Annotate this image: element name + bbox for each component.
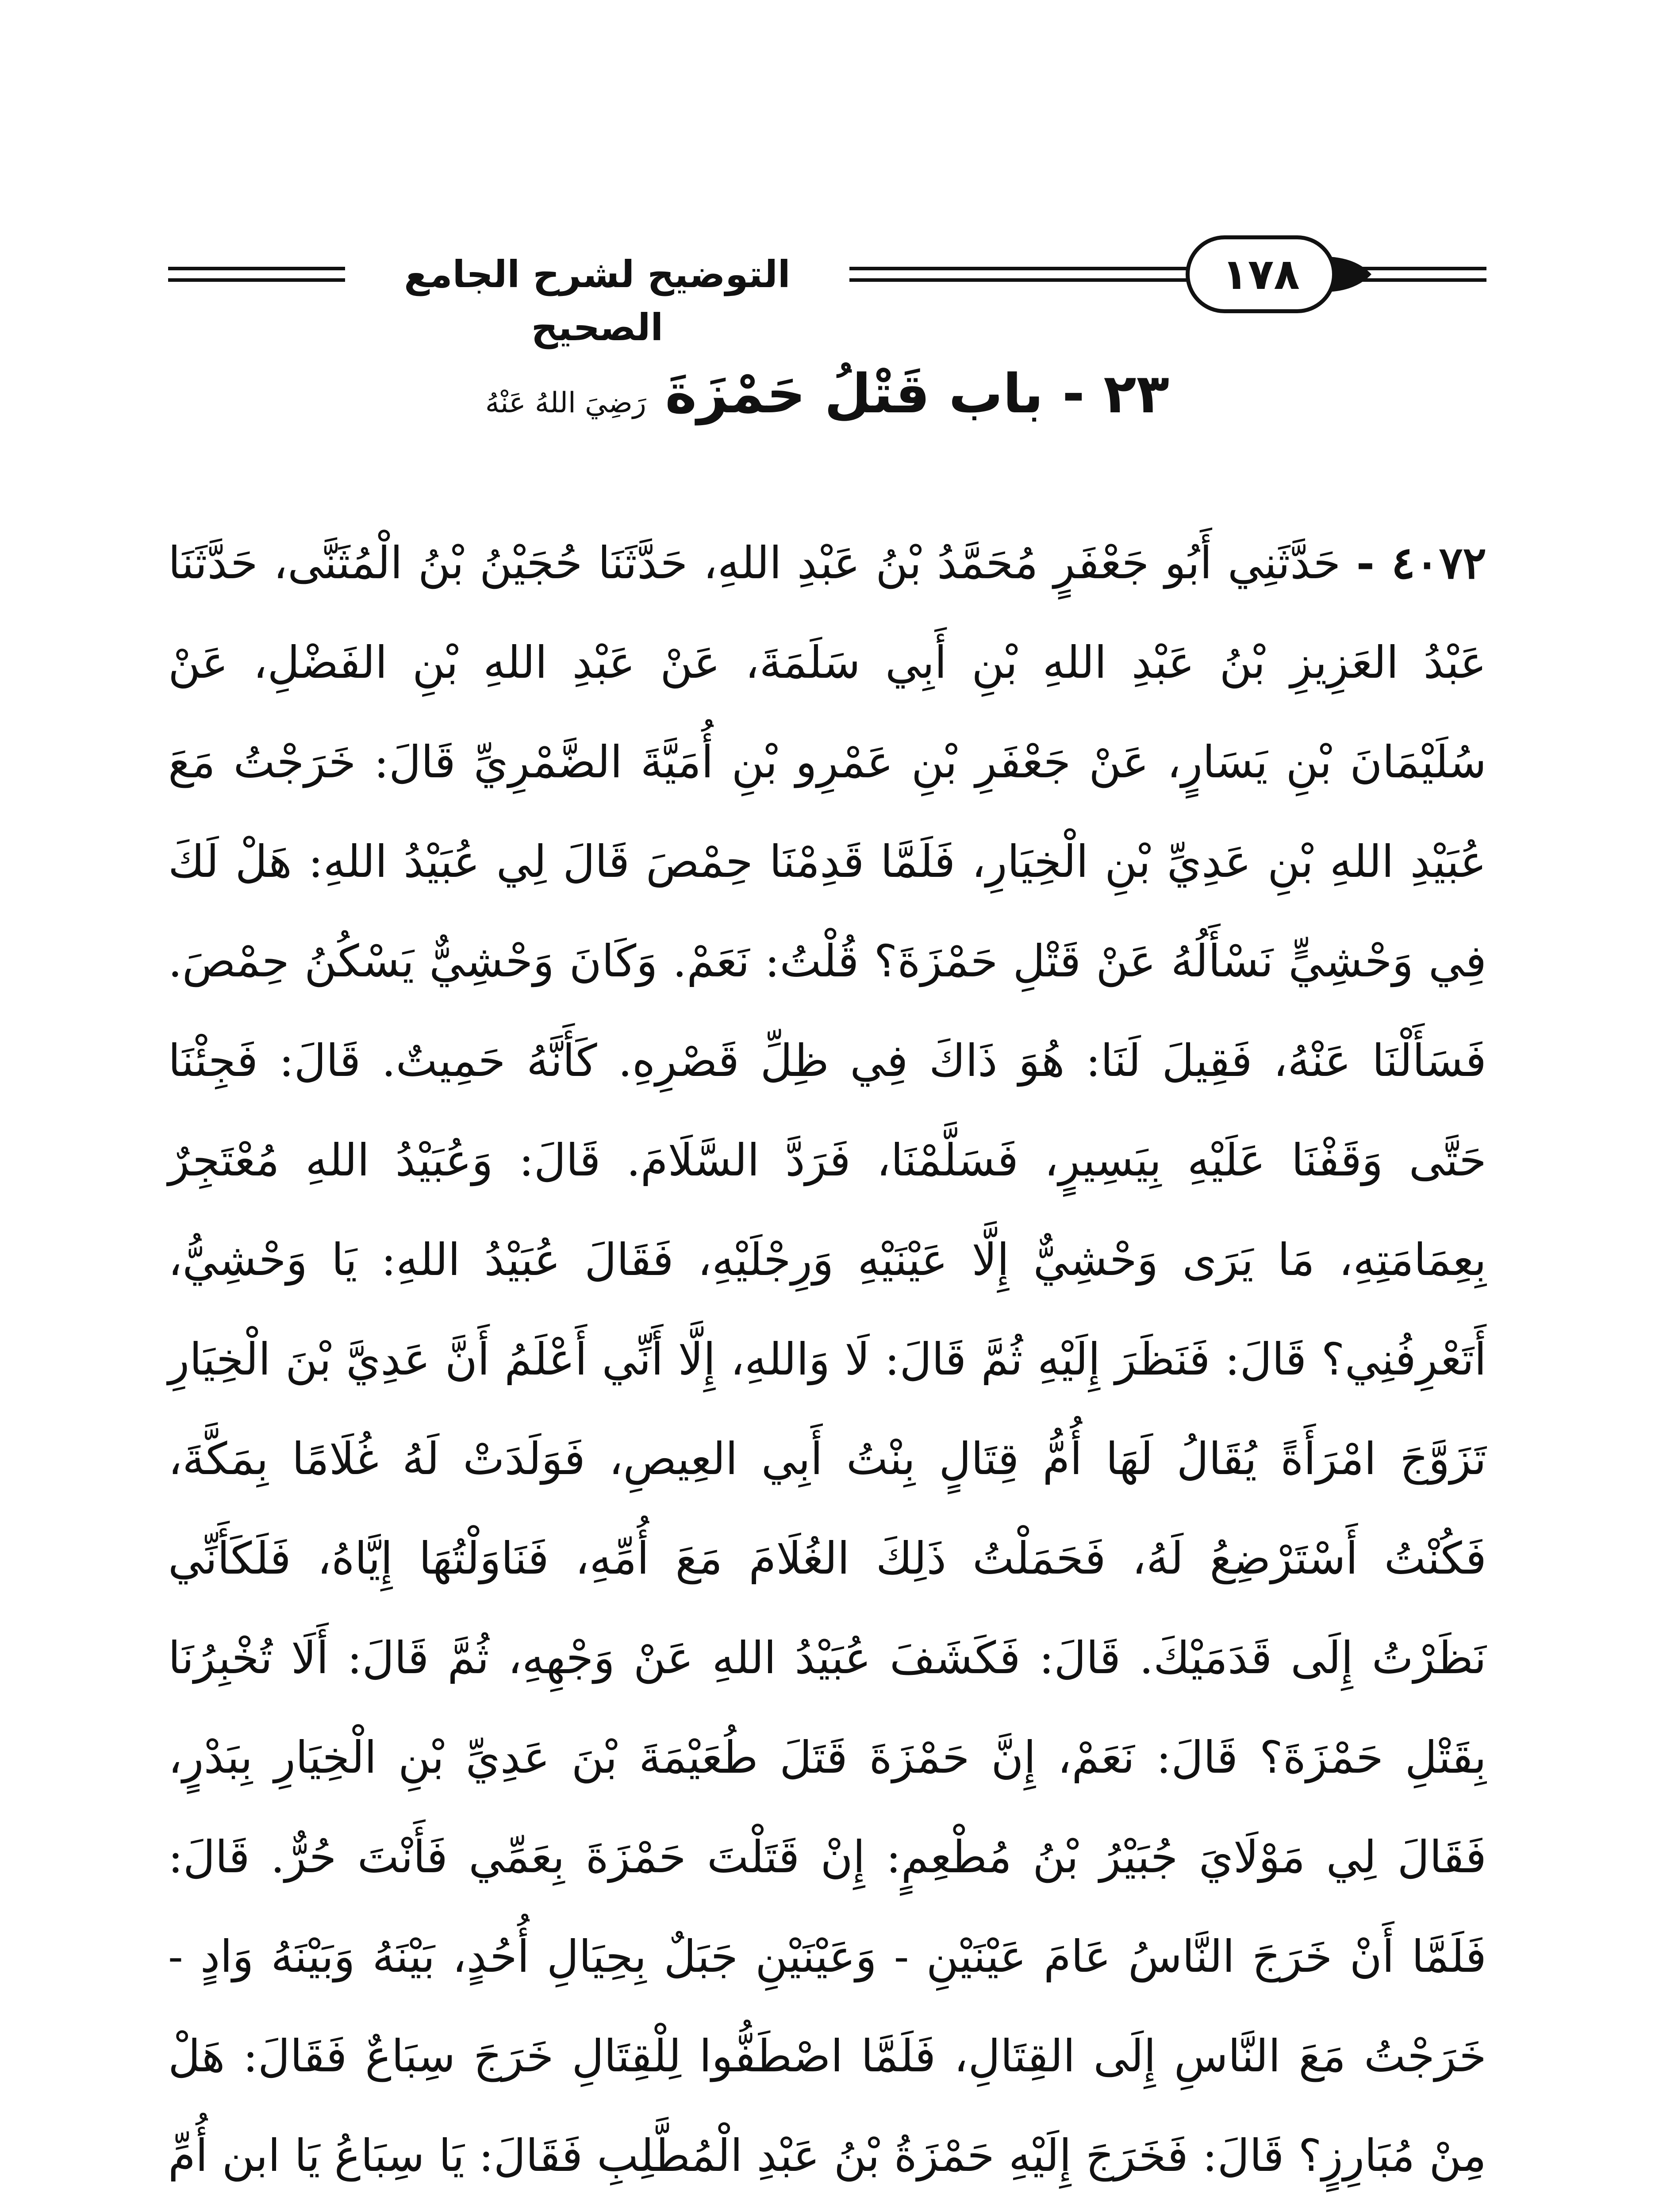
- book-title: التوضيح لشرح الجامع الصحيح: [404, 253, 791, 349]
- page-number-badge: [1186, 235, 1336, 313]
- chapter-heading: [168, 354, 1486, 434]
- honorific-glyph: رَضِيَ اللهُ عَنْهُ: [485, 387, 646, 419]
- page-number: ١٧٨: [1222, 250, 1300, 299]
- hadith-text: حَدَّثَنِي أَبُو جَعْفَرٍ مُحَمَّدُ بْنُ عَبْدِ اللهِ، حَدَّثَنَا حُجَيْنُ بْنُ الْمُثَنَّى، حَدَّثَنَا عَبْدُ العَزِيزِ بْنُ عَبْدِ اللهِ بْنِ أَبِي سَلَمَةَ، عَنْ عَبْدِ اللهِ بْنِ الفَضْلِ، عَنْ سُلَيْمَانَ بْنِ يَسَارٍ، عَنْ جَعْفَرِ بْنِ عَمْرِو بْنِ أُمَيَّةَ الضَّمْرِيِّ قَالَ: خَرَجْتُ مَعَ عُبَيْدِ اللهِ بْنِ عَدِيِّ بْنِ الْخِيَارِ، فَلَمَّا قَدِمْنَا حِمْصَ قَالَ لِي عُبَيْدُ اللهِ: هَلْ لَكَ فِي وَحْشِيٍّ نَسْأَلُهُ عَنْ قَتْلِ حَمْزَةَ؟ قُلْتُ: نَعَمْ. وَكَانَ وَحْشِيٌّ يَسْكُنُ حِمْصَ. فَسَأَلْنَا عَنْهُ، فَقِيلَ لَنَا: هُوَ ذَاكَ فِي ظِلِّ قَصْرِهِ. كَأَنَّهُ حَمِيتٌ. قَالَ: فَجِئْنَا حَتَّى وَقَفْنَا عَلَيْهِ بِيَسِيرٍ، فَسَلَّمْنَا، فَرَدَّ السَّلَامَ. قَالَ: وَعُبَيْدُ اللهِ مُعْتَجِرٌ بِعِمَامَتِهِ، مَا يَرَى وَحْشِيٌّ إِلَّا عَيْنَيْهِ وَرِجْلَيْهِ، فَقَالَ عُبَيْدُ اللهِ: يَا وَحْشِيُّ، أَتَعْرِفُنِي؟ قَالَ: فَنَظَرَ إِلَيْهِ ثُمَّ قَالَ: لَا وَاللهِ، إِلَّا أَنِّي أَعْلَمُ أَنَّ عَدِيَّ بْنَ الْخِيَارِ تَزَوَّجَ امْرَأَةً يُقَالُ لَهَا أُمُّ قِتَالٍ بِنْتُ أَبِي العِيصِ، فَوَلَدَتْ لَهُ غُلَامًا بِمَكَّةَ، فَكُنْتُ أَسْتَرْضِعُ لَهُ، فَحَمَلْتُ ذَلِكَ الغُلَامَ مَعَ أُمِّهِ، فَنَاوَلْتُهَا إِيَّاهُ، فَلَكَأَنِّي نَظَرْتُ إِلَى قَدَمَيْكَ. قَالَ: فَكَشَفَ عُبَيْدُ اللهِ عَنْ وَجْهِهِ، ثُمَّ قَالَ: أَلَا تُخْبِرُنَا بِقَتْلِ حَمْزَةَ؟ قَالَ: نَعَمْ، إِنَّ حَمْزَةَ قَتَلَ طُعَيْمَةَ بْنَ عَدِيِّ بْنِ الْخِيَارِ بِبَدْرٍ، فَقَالَ لِي مَوْلَايَ جُبَيْرُ بْنُ مُطْعِمٍ: إِنْ قَتَلْتَ حَمْزَةَ بِعَمِّي فَأَنْتَ حُرٌّ. قَالَ: فَلَمَّا أَنْ خَرَجَ النَّاسُ عَامَ عَيْنَيْنِ - وَعَيْنَيْنِ جَبَلٌ بِحِيَالِ أُحُدٍ، بَيْنَهُ وَبَيْنَهُ وَادٍ - خَرَجْتُ مَعَ النَّاسِ إِلَى القِتَالِ، فَلَمَّا اصْطَفُّوا لِلْقِتَالِ خَرَجَ سِبَاعٌ فَقَالَ: هَلْ مِنْ مُبَارِزٍ؟ قَالَ: فَخَرَجَ إِلَيْهِ حَمْزَةُ بْنُ عَبْدِ الْمُطَّلِبِ فَقَالَ: يَا سِبَاعُ يَا ابن أُمِّ: [168, 537, 1486, 2181]
- running-header: [168, 230, 1486, 349]
- chapter-title: ٢٣ - باب قَتْلُ حَمْزَةَ: [665, 362, 1170, 425]
- hadith-body: [168, 513, 1486, 2212]
- header-rule-left: [168, 267, 345, 282]
- hadith-number: ٤٠٧٢ -: [1356, 537, 1486, 589]
- hadith-paragraph: [168, 513, 1486, 2212]
